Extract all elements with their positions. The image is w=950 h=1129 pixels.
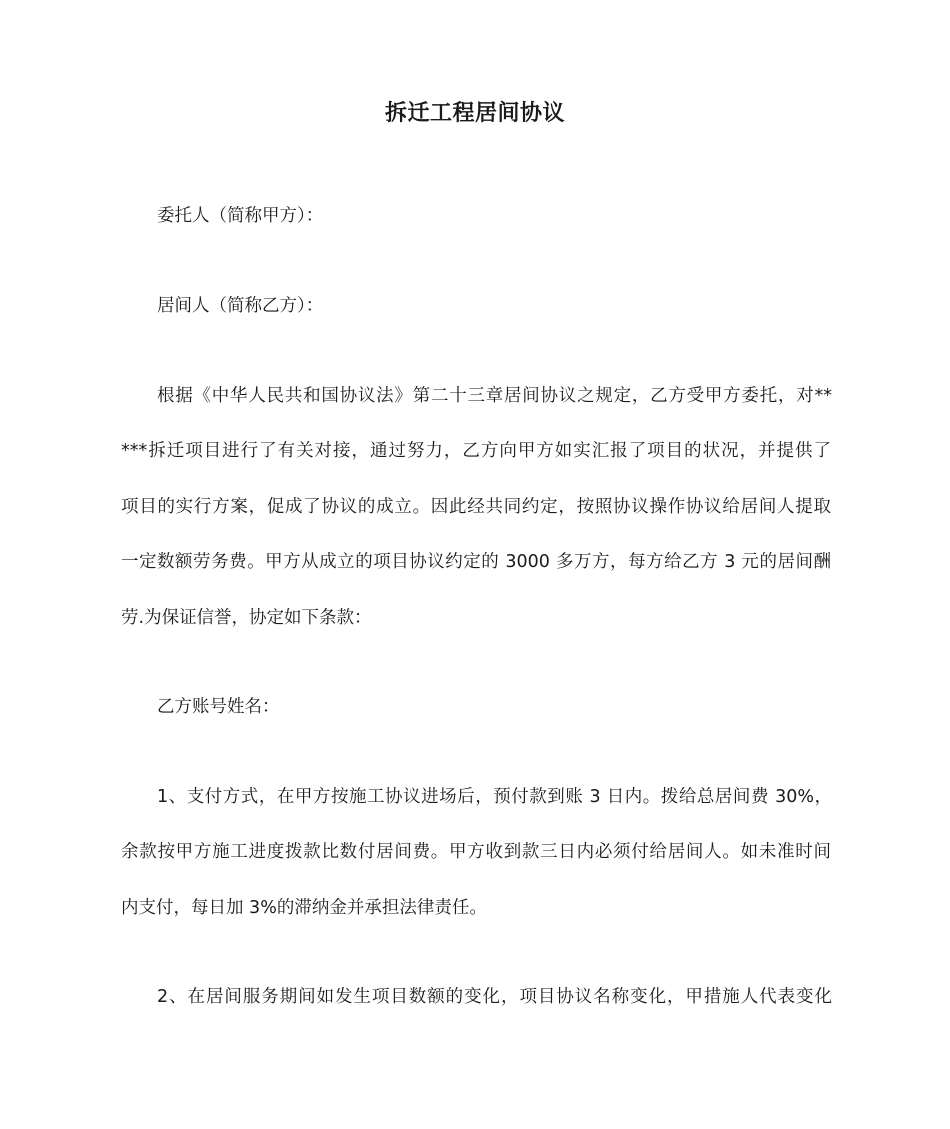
account-line: 乙方账号姓名： bbox=[157, 697, 280, 717]
para1-line-5: 劳.为保证信誉，协定如下条款： bbox=[121, 608, 372, 628]
para1-line-4: 一定数额劳务费。甲方从成立的项目协议约定的 3000 多万方，每方给乙方 3 元的居间酬 bbox=[121, 552, 831, 572]
document-title: 拆迁工程居间协议 bbox=[384, 101, 565, 126]
para1-line-1: 根据《中华人民共和国协议法》第二十三章居间协议之规定，乙方受甲方委托，对** bbox=[157, 386, 832, 406]
para1-line-3: 项目的实行方案，促成了协议的成立。因此经共同约定，按照协议操作协议给居间人提取 bbox=[121, 497, 831, 517]
clause2-line-1: 2、在居间服务期间如发生项目数额的变化，项目协议名称变化，甲措施人代表变化 bbox=[157, 987, 832, 1007]
party-b-line: 居间人（简称乙方）： bbox=[157, 296, 324, 316]
clause1-line-2: 余款按甲方施工进度拨款比数付居间费。甲方收到款三日内必须付给居间人。如未准时间 bbox=[121, 842, 831, 862]
clause1-line-1: 1、支付方式，在甲方按施工协议进场后，预付款到账 3 日内。拨给总居间费 30%， bbox=[157, 787, 832, 807]
clause1-line-3: 内支付，每日加 3%的滞纳金并承担法律责任。 bbox=[121, 898, 487, 918]
para1-line-2: ***拆迁项目进行了有关对接，通过努力，乙方向甲方如实汇报了项目的状况，并提供了 bbox=[121, 441, 831, 461]
party-a-line: 委托人（简称甲方）： bbox=[157, 206, 324, 226]
